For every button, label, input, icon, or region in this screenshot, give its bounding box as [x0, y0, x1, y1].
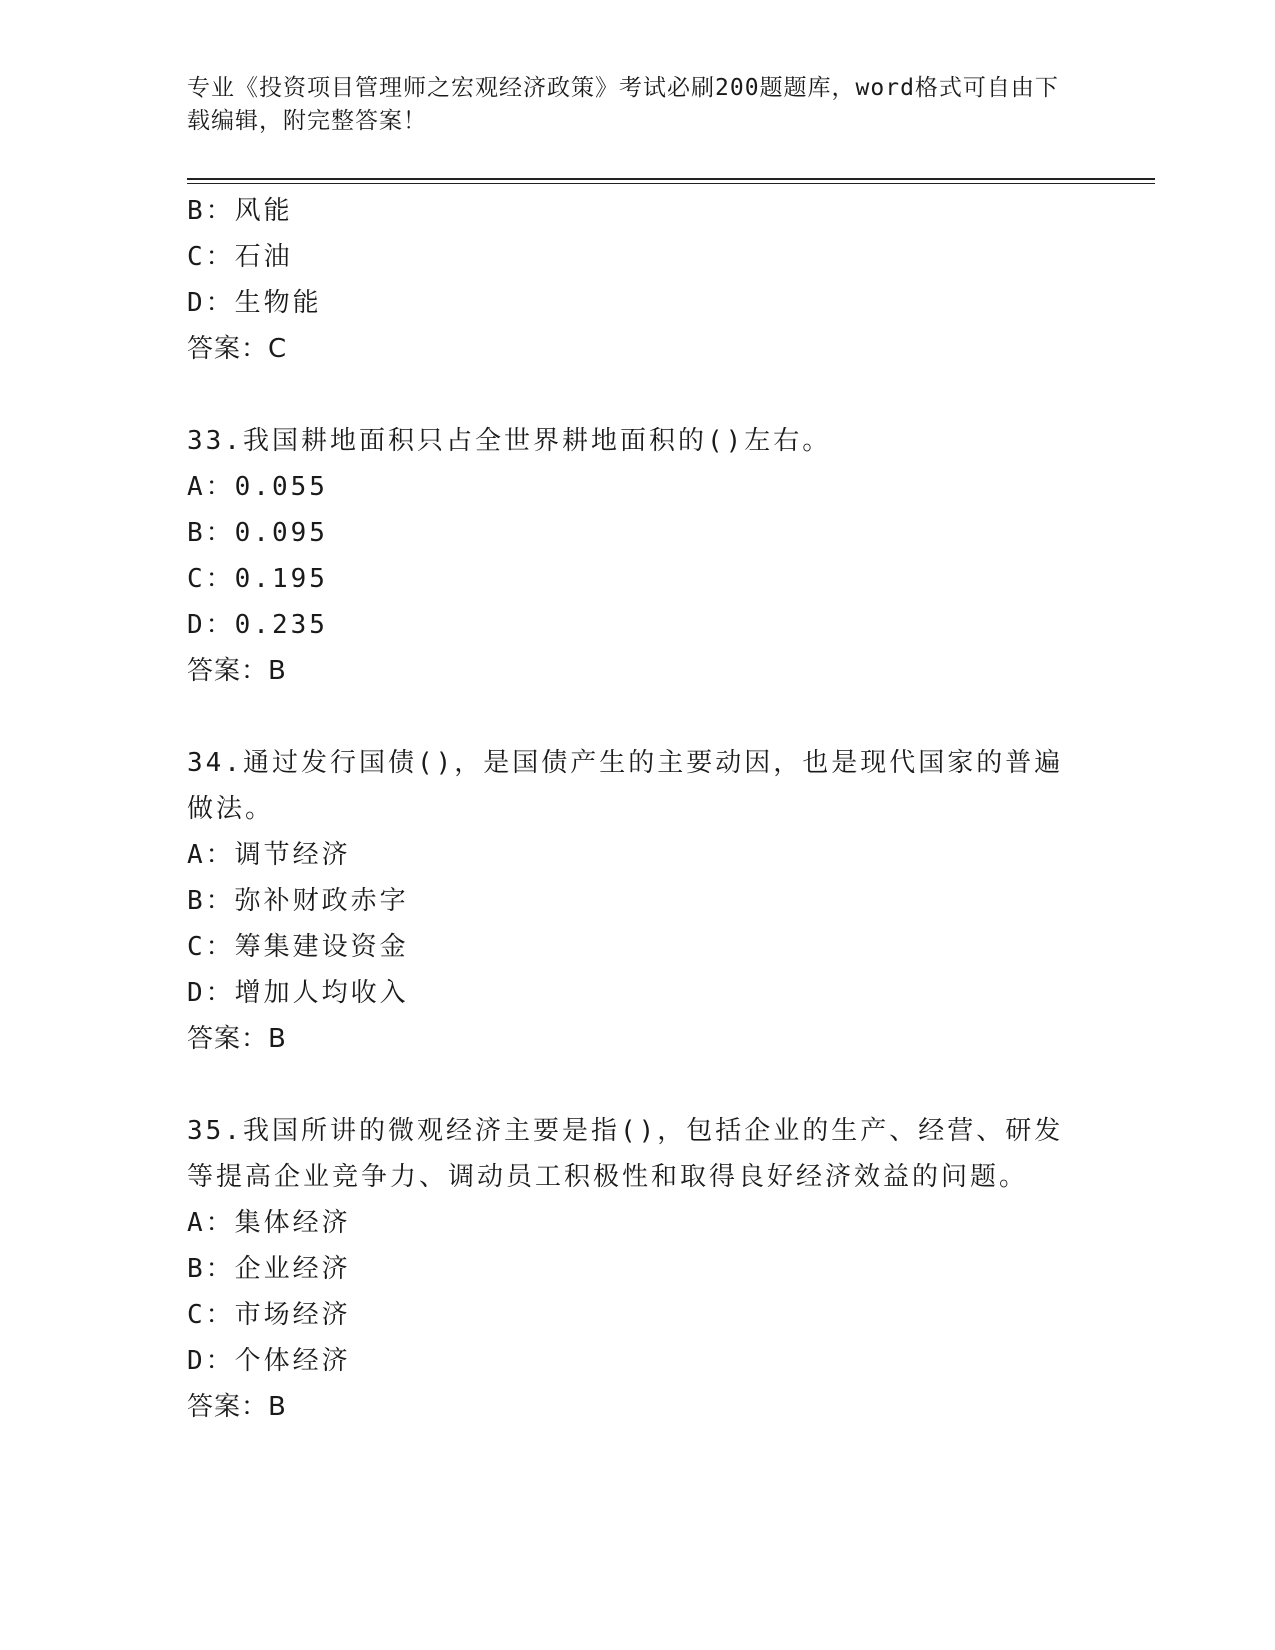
header-divider-thin	[187, 183, 1155, 184]
option-d: D：生物能	[187, 288, 322, 318]
answer-line: 答案：B	[187, 1392, 287, 1422]
answer-line: 答案：C	[187, 334, 288, 364]
option-b: B：企业经济	[187, 1254, 351, 1284]
header-divider-thick	[187, 178, 1155, 180]
question-text: 33.我国耕地面积只占全世界耕地面积的()左右。	[187, 426, 832, 456]
option-c: C：0.195	[187, 564, 328, 594]
option-a: A：0.055	[187, 472, 328, 502]
question-block-33	[187, 418, 1077, 694]
header-title: 专业《投资项目管理师之宏观经济政策》考试必刷200题题库，word格式可自由下载编辑，附完整答案！	[187, 75, 1059, 134]
question-text: 35.我国所讲的微观经济主要是指()，包括企业的生产、经营、研发等提高企业竞争力、调动员工积极性和取得良好经济效益的问题。	[187, 1116, 1064, 1192]
option-b: B：0.095	[187, 518, 328, 548]
option-a: A：集体经济	[187, 1208, 351, 1238]
option-d: D：个体经济	[187, 1346, 351, 1376]
spacer	[187, 694, 1077, 740]
spacer	[187, 1062, 1077, 1108]
option-d: D：0.235	[187, 610, 328, 640]
option-c: C：市场经济	[187, 1300, 351, 1330]
question-text: 34.通过发行国债()，是国债产生的主要动因，也是现代国家的普遍做法。	[187, 748, 1064, 824]
question-block-34	[187, 740, 1077, 1062]
answer-line: 答案：B	[187, 1024, 287, 1054]
document-header	[187, 72, 1077, 138]
question-list	[187, 188, 1077, 1430]
option-b: B：风能	[187, 196, 293, 226]
answer-line: 答案：B	[187, 656, 287, 686]
question-block-prev	[187, 188, 1077, 372]
option-d: D：增加人均收入	[187, 978, 409, 1008]
option-c: C：筹集建设资金	[187, 932, 409, 962]
option-c: C：石油	[187, 242, 293, 272]
spacer	[187, 372, 1077, 418]
question-block-35	[187, 1108, 1077, 1430]
option-b: B：弥补财政赤字	[187, 886, 409, 916]
option-a: A：调节经济	[187, 840, 351, 870]
